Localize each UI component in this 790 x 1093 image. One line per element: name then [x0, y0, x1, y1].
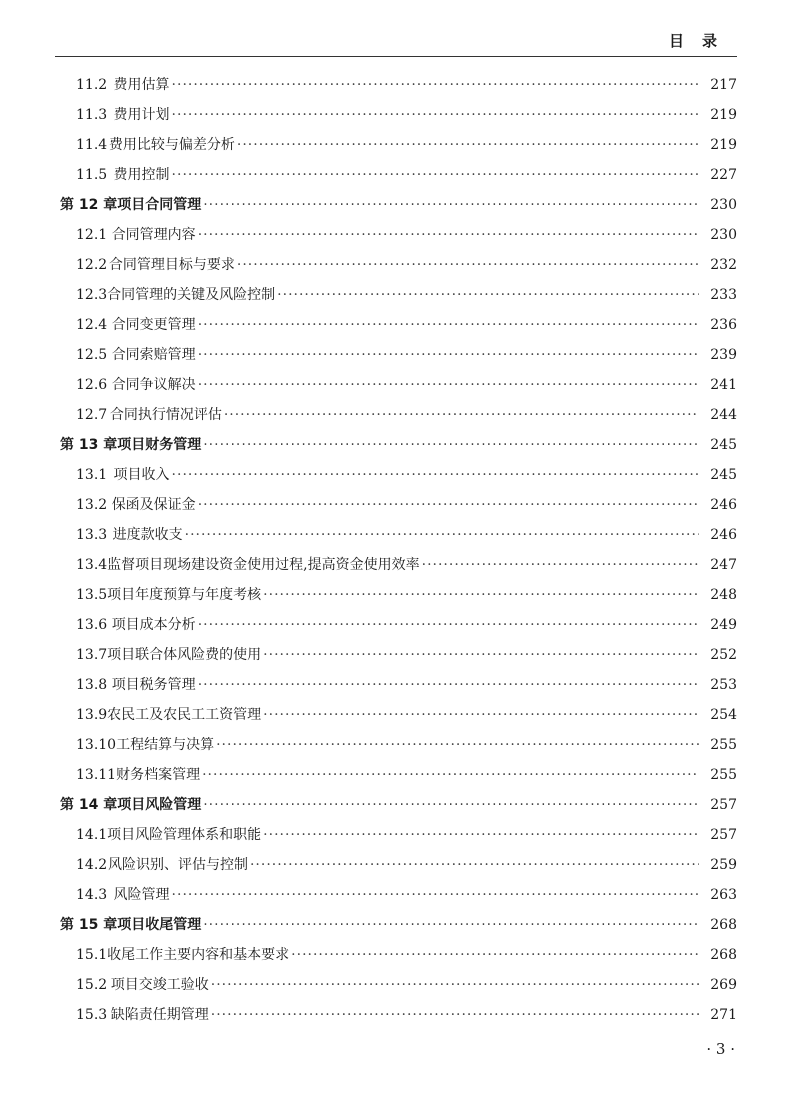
- toc-entry-page: 247: [710, 557, 737, 573]
- toc-entry-title: 合同执行情况评估: [109, 407, 222, 423]
- toc-entry-title: 工程结算与决算: [116, 737, 215, 753]
- dot-leader: [185, 520, 699, 550]
- toc-entry-page: 241: [710, 377, 737, 393]
- toc-entry-title: 项目年度预算与年度考核: [107, 587, 262, 603]
- dot-leader: [198, 220, 699, 250]
- toc-entry-title: 费用计划: [113, 107, 170, 123]
- dot-leader: [172, 160, 699, 190]
- toc-chapter-entry[interactable]: [60, 910, 737, 940]
- toc-chapter-entry[interactable]: [60, 190, 737, 220]
- toc-section-entry[interactable]: [60, 460, 737, 490]
- toc-entry-page: 255: [710, 737, 737, 753]
- toc-entry-number: 14.1: [76, 827, 108, 843]
- toc-entry-number: 第 15 章: [60, 917, 118, 933]
- toc-entry-title: 合同索赔管理: [111, 347, 196, 363]
- toc-section-entry[interactable]: [60, 490, 737, 520]
- toc-entry-number: 13.8: [76, 677, 108, 693]
- toc-entry-number: 13.2: [76, 497, 108, 513]
- toc-entry-page: 244: [710, 407, 737, 423]
- toc-entry-number: 15.1: [76, 947, 108, 963]
- toc-entry-title: 项目合同管理: [117, 197, 202, 213]
- toc-section-entry[interactable]: [60, 850, 737, 880]
- toc-entry-page: 230: [710, 227, 737, 243]
- toc-entry-title: 保函及保证金: [111, 497, 196, 513]
- toc-entry-page: 248: [710, 587, 737, 603]
- toc-section-entry[interactable]: [60, 70, 737, 100]
- toc-entry-number: 第 13 章: [60, 437, 118, 453]
- toc-entry-page: 227: [710, 167, 737, 183]
- toc-entry-page: 249: [710, 617, 737, 633]
- toc-section-entry[interactable]: [60, 970, 737, 1000]
- toc-section-entry[interactable]: [60, 580, 737, 610]
- toc-section-entry[interactable]: [60, 700, 737, 730]
- dot-leader: [198, 370, 699, 400]
- dot-leader: [198, 490, 699, 520]
- toc-entry-title: 监督项目现场建设资金使用过程,提高资金使用效率: [107, 557, 420, 573]
- toc-entry-number: 11.2: [76, 77, 108, 93]
- dot-leader: [263, 820, 699, 850]
- toc-section-entry[interactable]: [60, 370, 737, 400]
- dot-leader: [198, 670, 699, 700]
- toc-entry-number: 15.2: [76, 977, 108, 993]
- toc-section-entry[interactable]: [60, 400, 737, 430]
- toc-entry-page: 246: [710, 497, 737, 513]
- toc-entry-page: 245: [710, 467, 737, 483]
- toc-entry-title: 农民工及农民工工资管理: [107, 707, 262, 723]
- toc-entry-page: 245: [710, 437, 737, 453]
- dot-leader: [172, 100, 699, 130]
- toc-entry-page: 254: [710, 707, 737, 723]
- toc-section-entry[interactable]: [60, 820, 737, 850]
- toc-entry-page: 253: [710, 677, 737, 693]
- dot-leader: [203, 790, 699, 820]
- dot-leader: [263, 580, 699, 610]
- toc-entry-page: 271: [710, 1007, 737, 1023]
- toc-entry-title: 项目成本分析: [111, 617, 196, 633]
- dot-leader: [203, 910, 699, 940]
- toc-entry-number: 12.5: [76, 347, 108, 363]
- toc-entry-title: 费用估算: [113, 77, 170, 93]
- toc-entry-title: 项目风险管理体系和职能: [107, 827, 262, 843]
- dot-leader: [211, 1000, 699, 1030]
- toc-entry-page: 232: [710, 257, 737, 273]
- toc-section-entry[interactable]: [60, 1000, 737, 1030]
- toc-entry-page: 257: [710, 827, 737, 843]
- toc-entry-number: 12.1: [76, 227, 108, 243]
- toc-entry-number: 15.3: [76, 1007, 108, 1023]
- toc-entry-page: 239: [710, 347, 737, 363]
- toc-section-entry[interactable]: [60, 220, 737, 250]
- toc-entry-number: 11.3: [76, 107, 108, 123]
- dot-leader: [172, 460, 699, 490]
- dot-leader: [198, 340, 699, 370]
- toc-entry-title: 项目交竣工验收: [110, 977, 209, 993]
- toc-section-entry[interactable]: [60, 100, 737, 130]
- header-rule: [55, 56, 737, 57]
- dot-leader: [237, 130, 699, 160]
- dot-leader: [211, 970, 699, 1000]
- toc-entry-title: 项目收尾管理: [117, 917, 202, 933]
- dot-leader: [224, 400, 699, 430]
- toc-entry-page: 259: [710, 857, 737, 873]
- dot-leader: [198, 610, 699, 640]
- dot-leader: [203, 430, 699, 460]
- toc-entry-title: 项目财务管理: [117, 437, 202, 453]
- dot-leader: [198, 310, 699, 340]
- toc-entry-number: 13.6: [76, 617, 108, 633]
- toc-entry-number: 13.7: [76, 647, 108, 663]
- toc-section-entry[interactable]: [60, 520, 737, 550]
- dot-leader: [202, 760, 699, 790]
- toc-section-entry[interactable]: [60, 640, 737, 670]
- toc-entry-page: 230: [710, 197, 737, 213]
- toc-entry-title: 合同管理目标与要求: [108, 257, 235, 273]
- toc-entry-title: 风险识别、评估与控制: [107, 857, 248, 873]
- toc-entry-number: 第 12 章: [60, 197, 118, 213]
- toc-entry-page: 268: [710, 947, 737, 963]
- toc-entry-title: 合同争议解决: [111, 377, 196, 393]
- table-of-contents: [60, 70, 737, 1030]
- toc-entry-number: 14.3: [76, 887, 108, 903]
- toc-entry-title: 项目联合体风险费的使用: [107, 647, 262, 663]
- toc-entry-page: 252: [710, 647, 737, 663]
- toc-entry-title: 项目收入: [113, 467, 170, 483]
- toc-entry-number: 11.4: [76, 137, 108, 153]
- toc-entry-page: 217: [710, 77, 737, 93]
- toc-entry-page: 269: [710, 977, 737, 993]
- toc-entry-title: 费用比较与偏差分析: [108, 137, 235, 153]
- dot-leader: [277, 280, 699, 310]
- toc-entry-title: 进度款收支: [112, 527, 183, 543]
- toc-entry-page: 257: [710, 797, 737, 813]
- toc-section-entry[interactable]: [60, 760, 737, 790]
- toc-entry-title: 财务档案管理: [116, 767, 201, 783]
- toc-entry-title: 缺陷责任期管理: [110, 1007, 209, 1023]
- toc-entry-number: 13.1: [76, 467, 108, 483]
- toc-entry-title: 收尾工作主要内容和基本要求: [107, 947, 290, 963]
- toc-section-entry[interactable]: [60, 550, 737, 580]
- toc-entry-number: 13.3: [76, 527, 108, 543]
- toc-section-entry[interactable]: [60, 130, 737, 160]
- toc-entry-page: 255: [710, 767, 737, 783]
- toc-entry-title: 合同变更管理: [111, 317, 196, 333]
- toc-entry-number: 13.5: [76, 587, 108, 603]
- toc-entry-number: 13.11: [76, 767, 117, 783]
- toc-entry-number: 14.2: [76, 857, 108, 873]
- dot-leader: [216, 730, 699, 760]
- toc-chapter-entry[interactable]: [60, 430, 737, 460]
- toc-entry-number: 12.4: [76, 317, 108, 333]
- toc-section-entry[interactable]: [60, 160, 737, 190]
- toc-section-entry[interactable]: [60, 250, 737, 280]
- toc-section-entry[interactable]: [60, 280, 737, 310]
- toc-entry-number: 13.4: [76, 557, 108, 573]
- page-number: · 3 ·: [706, 1040, 735, 1058]
- toc-entry-page: 219: [710, 107, 737, 123]
- toc-entry-page: 268: [710, 917, 737, 933]
- dot-leader: [172, 880, 699, 910]
- toc-entry-number: 第 14 章: [60, 797, 118, 813]
- toc-entry-title: 风险管理: [113, 887, 170, 903]
- toc-entry-number: 12.6: [76, 377, 108, 393]
- toc-entry-title: 合同管理内容: [111, 227, 196, 243]
- toc-entry-title: 项目风险管理: [117, 797, 202, 813]
- toc-section-entry[interactable]: [60, 670, 737, 700]
- dot-leader: [172, 70, 699, 100]
- toc-entry-title: 项目税务管理: [111, 677, 196, 693]
- toc-entry-page: 236: [710, 317, 737, 333]
- toc-entry-page: 233: [710, 287, 737, 303]
- toc-section-entry[interactable]: [60, 340, 737, 370]
- toc-entry-number: 12.3: [76, 287, 108, 303]
- toc-section-entry[interactable]: [60, 880, 737, 910]
- toc-entry-title: 费用控制: [113, 167, 170, 183]
- toc-section-entry[interactable]: [60, 730, 737, 760]
- dot-leader: [250, 850, 699, 880]
- toc-section-entry[interactable]: [60, 610, 737, 640]
- toc-entry-number: 12.2: [76, 257, 108, 273]
- toc-entry-page: 263: [710, 887, 737, 903]
- toc-entry-number: 11.5: [76, 167, 108, 183]
- toc-entry-number: 13.10: [76, 737, 117, 753]
- toc-entry-number: 13.9: [76, 707, 108, 723]
- toc-entry-page: 246: [710, 527, 737, 543]
- dot-leader: [237, 250, 699, 280]
- toc-section-entry[interactable]: [60, 940, 737, 970]
- dot-leader: [203, 190, 699, 220]
- toc-entry-title: 合同管理的关键及风险控制: [107, 287, 276, 303]
- toc-section-entry[interactable]: [60, 310, 737, 340]
- toc-entry-number: 12.7: [76, 407, 108, 423]
- toc-entry-page: 219: [710, 137, 737, 153]
- running-header-title: 目录: [668, 32, 735, 50]
- toc-chapter-entry[interactable]: [60, 790, 737, 820]
- dot-leader: [291, 940, 699, 970]
- dot-leader: [422, 550, 699, 580]
- dot-leader: [263, 640, 699, 670]
- dot-leader: [263, 700, 699, 730]
